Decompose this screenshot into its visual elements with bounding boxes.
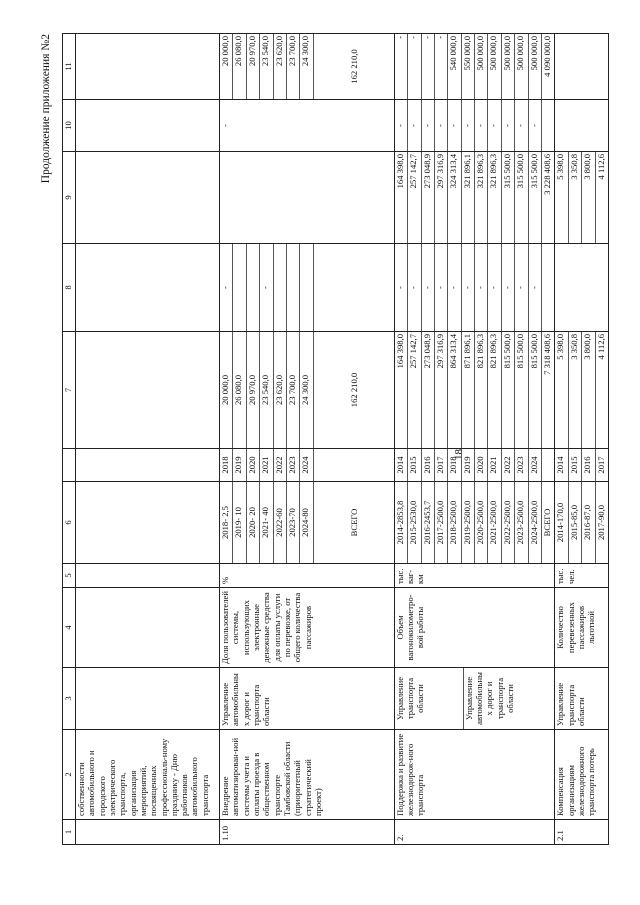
amount: - bbox=[434, 100, 447, 151]
target-list bbox=[555, 482, 608, 563]
year-list bbox=[220, 449, 394, 481]
col-header: 5 bbox=[63, 564, 76, 588]
amount: 3 800,0 bbox=[582, 332, 595, 448]
amount: - bbox=[515, 100, 528, 151]
amount: - bbox=[475, 100, 488, 151]
amount: 315 500,0 bbox=[515, 152, 528, 243]
unit: тыс. ваг-км bbox=[394, 564, 555, 588]
amount: - bbox=[448, 100, 461, 151]
row-number: 1.10 bbox=[220, 820, 395, 845]
amount: 815 500,0 bbox=[501, 332, 514, 448]
column-number-row bbox=[63, 34, 76, 845]
total-label: ВСЕГО bbox=[348, 508, 359, 537]
col-header bbox=[63, 449, 76, 482]
activity-name: Компенсация организациям железнодорожного транспорта потерь bbox=[555, 730, 609, 820]
target-list bbox=[220, 482, 394, 563]
total-amount: 3 228 408,6 bbox=[542, 154, 553, 195]
amount: - bbox=[408, 100, 421, 151]
executors bbox=[395, 668, 544, 729]
amount: 321 896,3 bbox=[475, 152, 488, 243]
page-number: 18 bbox=[453, 449, 465, 460]
amount: - bbox=[475, 244, 488, 331]
amount: 23 700,0 bbox=[286, 332, 299, 448]
target-value: 2022-2500,0 bbox=[501, 482, 514, 563]
amount: 821 896,3 bbox=[488, 332, 501, 448]
unit: % bbox=[220, 564, 395, 588]
amount: 864 313,4 bbox=[448, 332, 461, 448]
amount: - bbox=[395, 100, 408, 151]
executor: Управление транспорта области bbox=[555, 668, 609, 730]
amount: - bbox=[528, 100, 541, 151]
col-header: 11 bbox=[63, 34, 76, 100]
amount: - bbox=[408, 34, 421, 99]
year: 2014 bbox=[395, 449, 408, 481]
target-value: 2015-2530,0 bbox=[408, 482, 421, 563]
amount: 23 540,0 bbox=[260, 34, 273, 99]
col-header: 9 bbox=[63, 152, 76, 244]
col11-values bbox=[220, 34, 394, 99]
col7-values bbox=[395, 332, 555, 448]
row-1-10 bbox=[220, 34, 395, 845]
col11-values bbox=[395, 34, 555, 99]
amount: - bbox=[421, 34, 434, 99]
year: 2016 bbox=[421, 449, 434, 481]
amount: 20 000,0 bbox=[220, 332, 233, 448]
target-value: 2016-87,0 bbox=[582, 482, 595, 563]
amount: 4 112,6 bbox=[595, 154, 606, 180]
amount: 23 540,0 bbox=[260, 332, 273, 448]
amount: 315 500,0 bbox=[501, 152, 514, 243]
amount bbox=[233, 244, 246, 331]
target-value: 2021- 40 bbox=[260, 482, 273, 563]
year: 2019 bbox=[233, 449, 246, 481]
year: 2021 bbox=[488, 449, 501, 481]
amount: 23 620,0 bbox=[273, 332, 286, 448]
amount: 550 000,0 bbox=[461, 34, 474, 99]
amount: 815 500,0 bbox=[528, 332, 541, 448]
amount bbox=[286, 244, 299, 331]
col-header: 6 bbox=[63, 482, 76, 564]
amount: - bbox=[501, 100, 514, 151]
amount: 815 500,0 bbox=[515, 332, 528, 448]
amount bbox=[300, 244, 313, 331]
amount: - bbox=[421, 100, 434, 151]
amount: - bbox=[515, 244, 528, 331]
unit: тыс. чел. bbox=[555, 564, 609, 588]
executor: Управление автомобильных дорог и транспорта области bbox=[463, 672, 515, 725]
amount: 257 142,7 bbox=[408, 332, 421, 448]
amount: - bbox=[395, 244, 408, 331]
amount: - bbox=[488, 244, 501, 331]
amount: - bbox=[461, 244, 474, 331]
target-value: 2016-2453,7 bbox=[421, 482, 434, 563]
year: 2022 bbox=[501, 449, 514, 481]
amount bbox=[273, 244, 286, 331]
amount: 257 142,7 bbox=[408, 152, 421, 243]
year: 2020 bbox=[246, 449, 259, 481]
executor: Управление транспорта области bbox=[395, 668, 464, 729]
amount: 821 896,3 bbox=[475, 332, 488, 448]
amount: - bbox=[260, 244, 273, 331]
year: 2017 bbox=[595, 456, 606, 474]
col-header: 4 bbox=[63, 588, 76, 668]
amount: 5 398,0 bbox=[555, 332, 568, 448]
row-number: 2.1 bbox=[555, 820, 609, 845]
continuation-title: Продолжение приложения №2 bbox=[40, 34, 52, 184]
executor: Управление автомобильных дорог и транспорта области bbox=[220, 668, 395, 730]
amount: 297 316,9 bbox=[434, 332, 447, 448]
activity-name: Внедрение автоматизирован-ной системы учета и оплаты проезда в общественном транспорте Тамбовской области (приоритетный стратегический проект) bbox=[220, 730, 395, 820]
amount: 321 896,1 bbox=[461, 152, 474, 243]
col9-values bbox=[555, 152, 608, 243]
amount: 23 620,0 bbox=[273, 34, 286, 99]
amount: 500 000,0 bbox=[488, 34, 501, 99]
amount: 5 398,0 bbox=[555, 152, 568, 243]
amount: 324 313,4 bbox=[448, 152, 461, 243]
target-value: 2014-170,0 bbox=[555, 482, 568, 563]
year: 2024 bbox=[300, 449, 313, 481]
year: 2015 bbox=[568, 449, 581, 481]
col-header: 3 bbox=[63, 668, 76, 730]
year: 2014 bbox=[555, 449, 568, 481]
row-2-1 bbox=[555, 34, 609, 845]
target-value: 2018- 2,5 bbox=[220, 482, 233, 563]
amount: - bbox=[528, 244, 541, 331]
year: 2023 bbox=[286, 449, 299, 481]
target-value: 2023-70 bbox=[286, 482, 299, 563]
amount: - bbox=[448, 244, 461, 331]
total-amount: 162 210,0 bbox=[348, 372, 359, 408]
total-amount: 4 090 000,0 bbox=[542, 36, 553, 77]
target-value: 2015-85,0 bbox=[568, 482, 581, 563]
target-value: 2018-2500,0 bbox=[448, 482, 461, 563]
col7-values bbox=[555, 332, 608, 448]
amount: 20 970,0 bbox=[246, 332, 259, 448]
target-value: 2014-2853,8 bbox=[395, 482, 408, 563]
year: 2022 bbox=[273, 449, 286, 481]
amount: 20 970,0 bbox=[246, 34, 259, 99]
amount bbox=[246, 244, 259, 331]
target-value: 2017-90,0 bbox=[595, 504, 606, 541]
amount: 500 000,0 bbox=[475, 34, 488, 99]
col8-values bbox=[395, 244, 555, 331]
amount: 4 112,6 bbox=[595, 334, 606, 360]
col-header: 2 bbox=[63, 730, 76, 820]
continued-activity-name: собственности автомобильного и городского электрического транспорта, организация мероприятий, посвященных профессиональ-ному празднику - Дню работников автомобильного транспорта bbox=[76, 730, 220, 820]
col7-values bbox=[220, 332, 394, 448]
target-value: 2023-2500,0 bbox=[515, 482, 528, 563]
col-header: 1 bbox=[63, 820, 76, 845]
col10-values bbox=[395, 100, 555, 151]
year-list bbox=[395, 449, 555, 481]
year: 2023 bbox=[515, 449, 528, 481]
row-2 bbox=[394, 34, 555, 845]
amount: 20 000,0 bbox=[220, 34, 233, 99]
target-value: 2019-2500,0 bbox=[461, 482, 474, 563]
amount: - bbox=[220, 244, 233, 331]
amount: - bbox=[461, 100, 474, 151]
amount: 164 398,0 bbox=[395, 152, 408, 243]
col9-values bbox=[395, 152, 555, 243]
amount: 3 350,8 bbox=[568, 152, 581, 243]
target-value: 2019- 10 bbox=[233, 482, 246, 563]
amount: - bbox=[501, 244, 514, 331]
amount: 315 500,0 bbox=[528, 152, 541, 243]
continued-row bbox=[76, 34, 220, 845]
year: 2017 bbox=[434, 449, 447, 481]
col-header: 8 bbox=[63, 244, 76, 332]
col-header: 7 bbox=[63, 332, 76, 449]
amount: 3 350,8 bbox=[568, 332, 581, 448]
amount: 500 000,0 bbox=[528, 34, 541, 99]
total-label: ВСЕГО bbox=[542, 508, 553, 537]
amount: 23 700,0 bbox=[286, 34, 299, 99]
amount: - bbox=[395, 34, 408, 99]
year: 2016 bbox=[582, 449, 595, 481]
target-value: 2022-60 bbox=[273, 482, 286, 563]
year: 2018 bbox=[448, 449, 461, 481]
amount: 273 048,9 bbox=[421, 152, 434, 243]
amount: 164 398,0 bbox=[395, 332, 408, 448]
amount: 26 080,0 bbox=[233, 34, 246, 99]
row-number: 2. bbox=[394, 820, 555, 845]
target-value: 2024-2500,0 bbox=[528, 482, 541, 563]
target-value: 2017-2500,0 bbox=[434, 482, 447, 563]
indicator: Количество перевезенных пассажиров льготной bbox=[555, 588, 609, 668]
col10-value: - bbox=[220, 100, 395, 152]
year: 2018 bbox=[220, 449, 233, 481]
activity-name: Поддержка и развитие железнодорож-ного транспорта bbox=[394, 730, 555, 820]
amount: - bbox=[488, 100, 501, 151]
amount: 297 316,9 bbox=[434, 152, 447, 243]
amount: 24 300,0 bbox=[300, 34, 313, 99]
indicator: Объем вагонокилометро-вой работы bbox=[394, 588, 555, 668]
year: 2021 bbox=[260, 449, 273, 481]
amount: 3 800,0 bbox=[582, 152, 595, 243]
amount: 500 000,0 bbox=[501, 34, 514, 99]
amount: - bbox=[434, 244, 447, 331]
indicator: Доля пользователей системы, использующих электронные денежные средства для оплаты услуги по перевозке, от общего количества пассажиров bbox=[220, 588, 395, 668]
main-table bbox=[62, 33, 609, 845]
amount: 26 080,0 bbox=[233, 332, 246, 448]
target-value: 2024-80 bbox=[300, 482, 313, 563]
total-amount: 7 318 408,6 bbox=[542, 334, 553, 375]
amount: 24 300,0 bbox=[300, 332, 313, 448]
col8-values bbox=[220, 244, 394, 331]
amount: 500 000,0 bbox=[515, 34, 528, 99]
amount: - bbox=[421, 244, 434, 331]
col-header: 10 bbox=[63, 100, 76, 152]
total-amount: 162 210,0 bbox=[348, 49, 359, 84]
year: 2019 bbox=[461, 449, 474, 481]
amount: - bbox=[434, 34, 447, 99]
target-value: 2020-2500,0 bbox=[475, 482, 488, 563]
amount: 321 896,3 bbox=[488, 152, 501, 243]
amount: 871 896,1 bbox=[461, 332, 474, 448]
amount: 540 000,0 bbox=[448, 34, 461, 99]
target-value: 2021-2500,0 bbox=[488, 482, 501, 563]
target-list bbox=[395, 482, 555, 563]
amount: 273 048,9 bbox=[421, 332, 434, 448]
year-list bbox=[555, 449, 608, 481]
year: 2015 bbox=[408, 449, 421, 481]
target-value: 2020- 20 bbox=[246, 482, 259, 563]
year: 2020 bbox=[475, 449, 488, 481]
year: 2024 bbox=[528, 449, 541, 481]
amount: - bbox=[408, 244, 421, 331]
